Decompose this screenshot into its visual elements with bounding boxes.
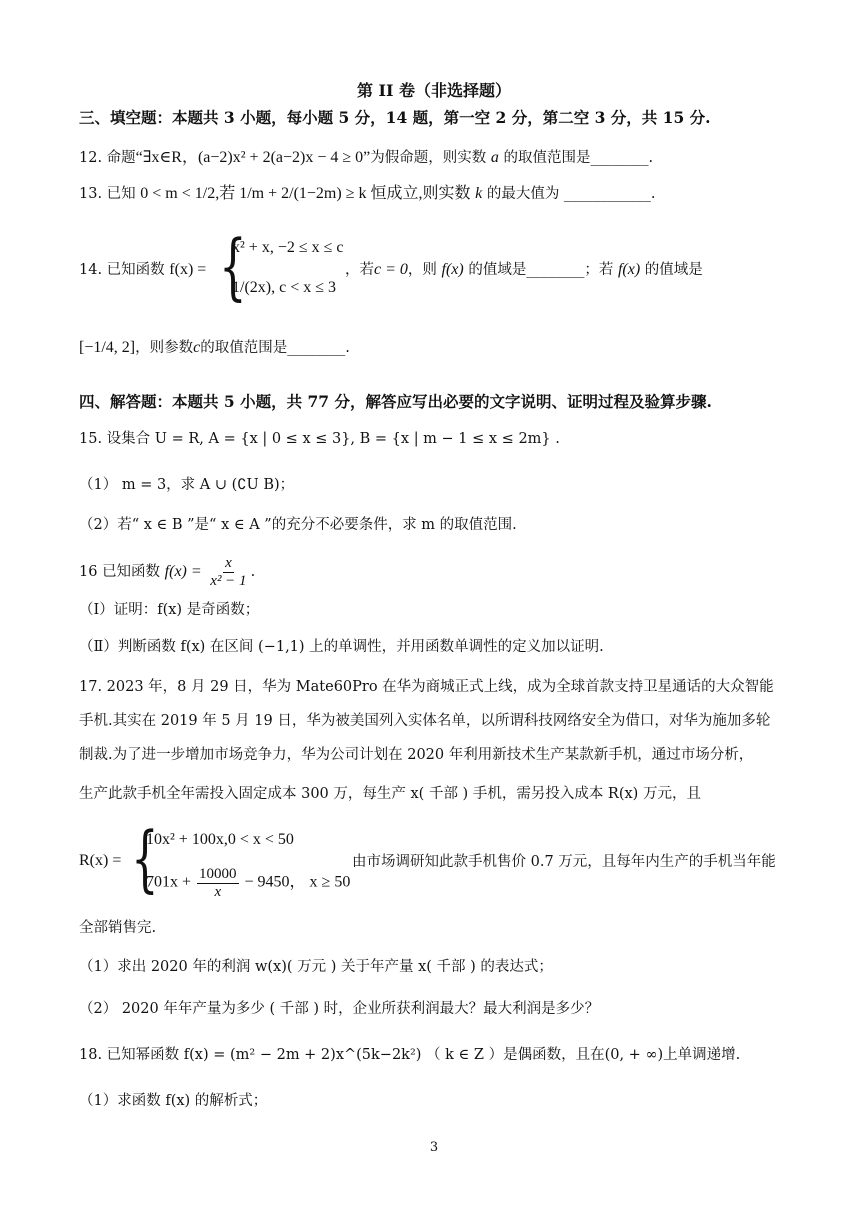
q17-piece-1: 10x² + 100x,0 < x < 50 bbox=[146, 831, 294, 848]
q14-text5: ，则参数 bbox=[135, 340, 194, 356]
q17-line-1: 17. 2023 年，8 月 29 日，华为 Mate60Pro 在华为商城正式上线，成为全球首款支持卫星通话的大众智能 bbox=[79, 679, 774, 695]
q17-piece-2 bbox=[146, 866, 350, 900]
q15-part-1: （1） m = 3，求 A ∪ (∁U B)； bbox=[79, 477, 295, 493]
q17-line-2: 手机.其实在 2019 年 5 月 19 日，华为被美国列入实体名单，以所谓科技网络安全为借口，对华为施加多轮 bbox=[79, 713, 771, 729]
q14-text4: 的值域是 bbox=[644, 262, 703, 278]
q16-func: f(x) = bbox=[164, 563, 202, 580]
q13-mid: ,若 1/m + 2/(1−2m) ≥ k 恒成立,则实数 bbox=[215, 185, 471, 202]
q13-var: k bbox=[475, 185, 483, 202]
question-13 bbox=[79, 186, 656, 202]
question-16 bbox=[79, 555, 255, 589]
q17-brace: { bbox=[131, 816, 159, 900]
q12-num: 12. 命题 bbox=[79, 150, 136, 166]
q17-part-2: （2） 2020 年年产量为多少 ( 千部 ) 时，企业所获利润最大？最大利润是多少？ bbox=[79, 1001, 600, 1017]
q12-math: “∃x∈R，(a−2)x² + 2(a−2)x − 4 ≥ 0” bbox=[135, 149, 371, 166]
q16-text: 已知函数 bbox=[102, 564, 161, 580]
q14-piece-2: 1/(2x), c < x ≤ 3 bbox=[232, 279, 337, 296]
q16-end: . bbox=[250, 564, 256, 580]
q14-line-2 bbox=[79, 340, 350, 356]
q14-brace: { bbox=[219, 224, 247, 308]
q14-cond: c = 0 bbox=[374, 261, 408, 278]
q17-numerator: 10000 bbox=[199, 866, 237, 882]
q17-line-4: 生产此款手机全年需投入固定成本 300 万，每生产 x( 千部 ) 手机，需另投入成本 R(x) 万元，且 bbox=[79, 786, 701, 802]
q14-cont bbox=[345, 262, 703, 278]
q17-line-5: 由市场调研知此款手机售价 0.7 万元，且每年内生产的手机当年能 bbox=[352, 854, 776, 870]
q14-fx: f(x) bbox=[441, 261, 464, 278]
q12-var: a bbox=[490, 149, 499, 166]
q16-denominator: x² − 1 bbox=[210, 572, 247, 589]
q13-num: 13. 已知 bbox=[79, 186, 136, 202]
question-12 bbox=[79, 150, 653, 166]
q17-piece-2b: − 9450， x ≥ 50 bbox=[244, 873, 351, 891]
q17-line-3: 制裁.为了进一步增加市场竞争力，华为公司计划在 2020 年利用新技术生产某款新手机，通过市场分析， bbox=[79, 747, 754, 763]
section-3-heading: 三、填空题：本题共 3 小题，每小题 5 分，14 题，第一空 2 分，第二空 3 分，共 15 分. bbox=[79, 108, 711, 127]
q14-func: f(x) = bbox=[169, 261, 207, 278]
page-title: 第 II 卷（非选择题） bbox=[356, 81, 512, 100]
q17-piece-2a: 701x + bbox=[146, 873, 192, 891]
q18-part-1: （1）求函数 f(x) 的解析式； bbox=[79, 1093, 268, 1109]
q16-num: 16 bbox=[79, 564, 98, 580]
section-4-heading: 四、解答题：本题共 5 小题，共 77 分，解答应写出必要的文字说明、证明过程及验算步骤. bbox=[79, 392, 712, 411]
q15-stem: 15. 设集合 U = R, A = {x | 0 ≤ x ≤ 3}, B = {x | m − 1 ≤ x ≤ 2m} . bbox=[79, 431, 560, 447]
q14-num: 14. 已知函数 bbox=[79, 262, 165, 278]
q13-cond: 0 < m < 1/2 bbox=[140, 185, 216, 202]
q13-tail: 的最大值为 ____________. bbox=[486, 186, 656, 202]
q15-part-2: （2）若“ x ∈ B ”是“ x ∈ A ”的充分不必要条件，求 m 的取值范围. bbox=[79, 517, 517, 533]
q12-text: 为假命题，则实数 bbox=[370, 150, 487, 166]
q14-piece-1: x² + x, −2 ≤ x ≤ c bbox=[232, 239, 344, 256]
q16-fraction bbox=[208, 555, 248, 589]
q14-text1: ，若 bbox=[345, 262, 374, 278]
question-14-label bbox=[79, 262, 206, 278]
q16-numerator: x bbox=[225, 555, 232, 571]
q16-part-1: （Ⅰ）证明：f(x) 是奇函数； bbox=[79, 602, 260, 618]
q16-part-2: （Ⅱ）判断函数 f(x) 在区间 (−1,1) 上的单调性，并用函数单调性的定义加以证明. bbox=[79, 639, 604, 655]
q14-text6: 的取值范围是________. bbox=[200, 340, 350, 356]
q14-range: [−1/4, 2] bbox=[79, 339, 136, 356]
q14-text3: 的值域是________；若 bbox=[468, 262, 614, 278]
q14-param: c bbox=[193, 339, 201, 356]
q18-stem: 18. 已知幂函数 f(x) = (m² − 2m + 2)x^(5k−2k²) （ k ∈ Z ）是偶函数，且在(0, + ∞)上单调递增. bbox=[79, 1047, 741, 1063]
page-number: 3 bbox=[429, 1140, 439, 1155]
q14-text2: ，则 bbox=[407, 262, 437, 278]
q17-rx-label: R(x) = bbox=[79, 852, 122, 869]
q17-part-1: （1）求出 2020 年的利润 w(x)( 万元 ) 关于年产量 x( 千部 ) 的表达式； bbox=[79, 959, 553, 975]
q14-fx-2: f(x) bbox=[617, 261, 641, 278]
q17-fraction bbox=[197, 866, 239, 900]
q17-line-6: 全部销售完. bbox=[79, 920, 157, 936]
q12-tail: 的取值范围是________. bbox=[503, 150, 654, 166]
q17-denominator: x bbox=[214, 883, 222, 900]
